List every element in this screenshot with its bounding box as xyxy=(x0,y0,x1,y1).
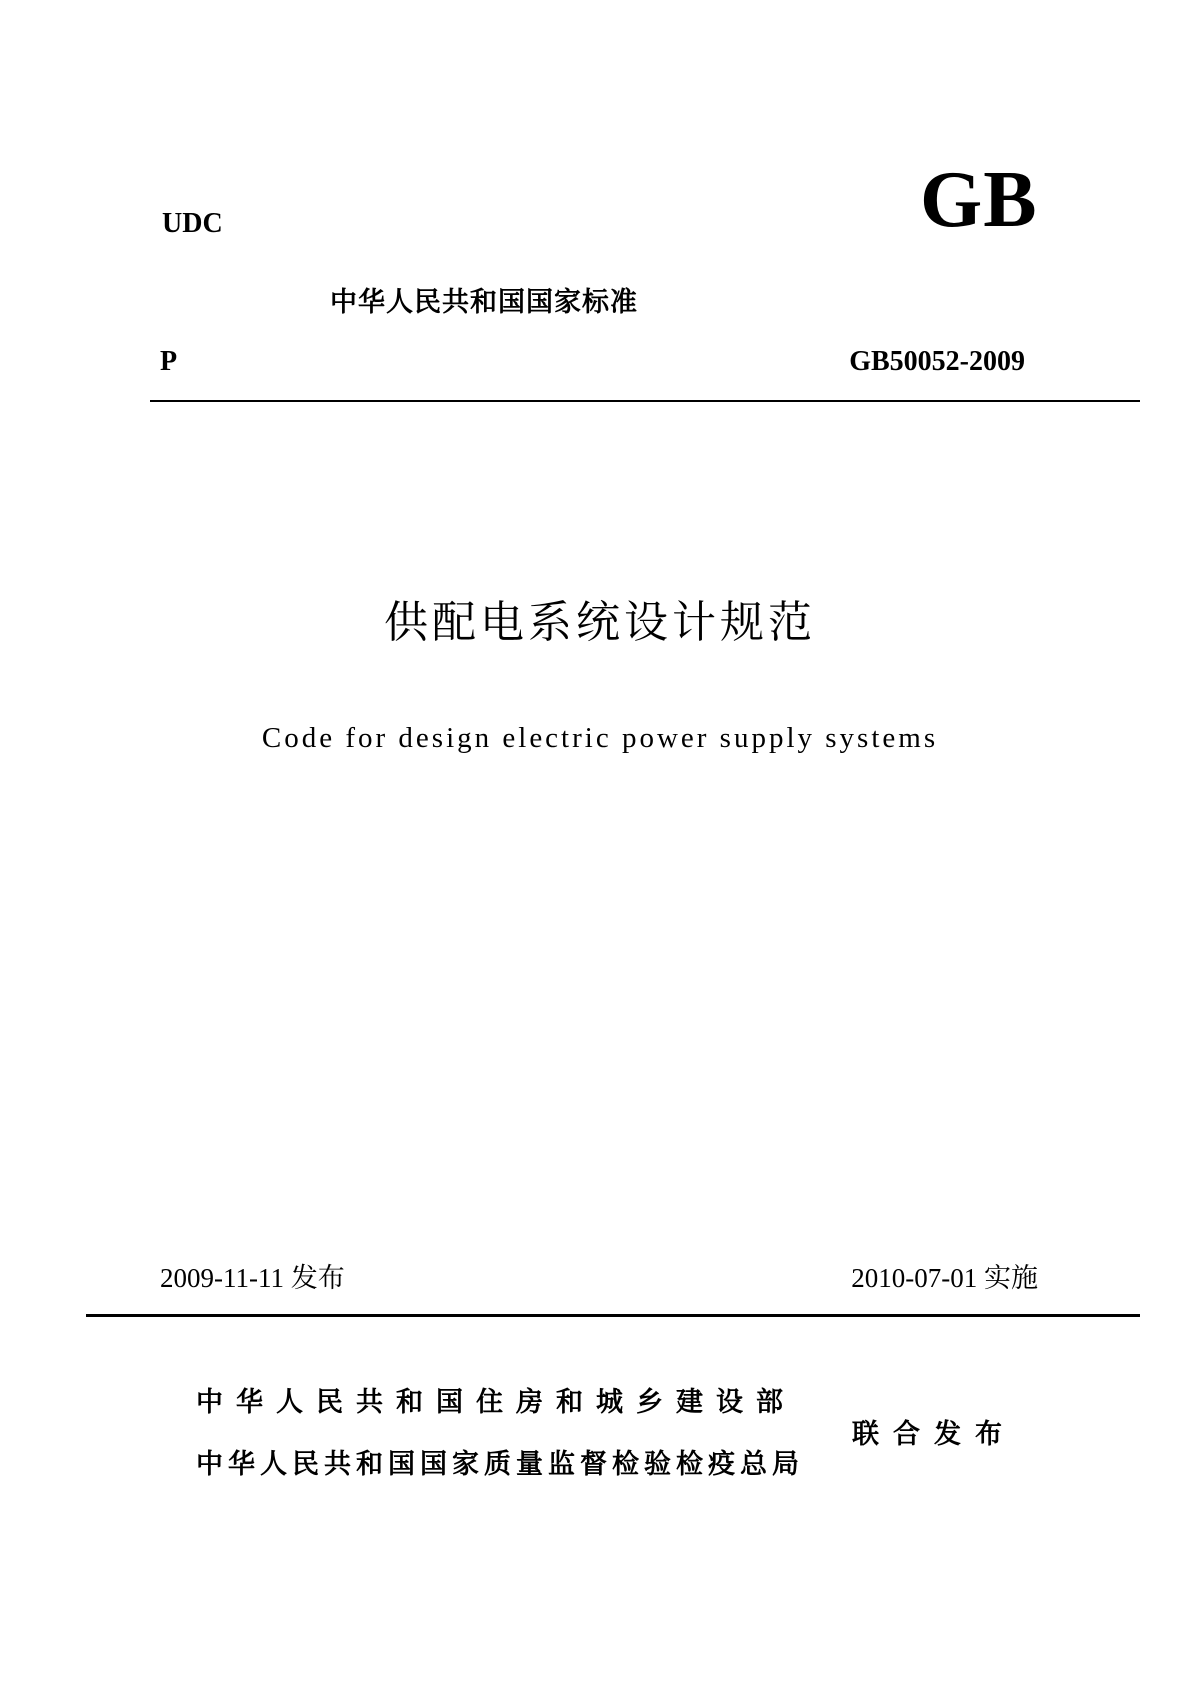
title-english: Code for design electric power supply systems xyxy=(261,722,939,754)
top-divider xyxy=(150,400,1140,402)
bottom-divider xyxy=(86,1314,1140,1317)
issuer-ministry: 中华人民共和国住房和城乡建设部 xyxy=(196,1387,796,1418)
issued-date: 2009-11-11 发布 xyxy=(160,1263,345,1293)
implementation-date: 2010-07-01 实施 xyxy=(851,1263,1038,1293)
udc-label: UDC xyxy=(162,208,223,239)
joint-issue-label: 联合发布 xyxy=(852,1419,1016,1450)
issuer-administration: 中华人民共和国国家质量监督检验检疫总局 xyxy=(196,1449,804,1480)
standard-number: GB50052-2009 xyxy=(849,346,1025,377)
classification-code: P xyxy=(160,346,178,377)
national-standard-heading: 中华人民共和国国家标准 xyxy=(330,287,638,318)
gb-logo: GB xyxy=(920,156,1038,244)
title-chinese: 供配电系统设计规范 xyxy=(384,597,816,648)
